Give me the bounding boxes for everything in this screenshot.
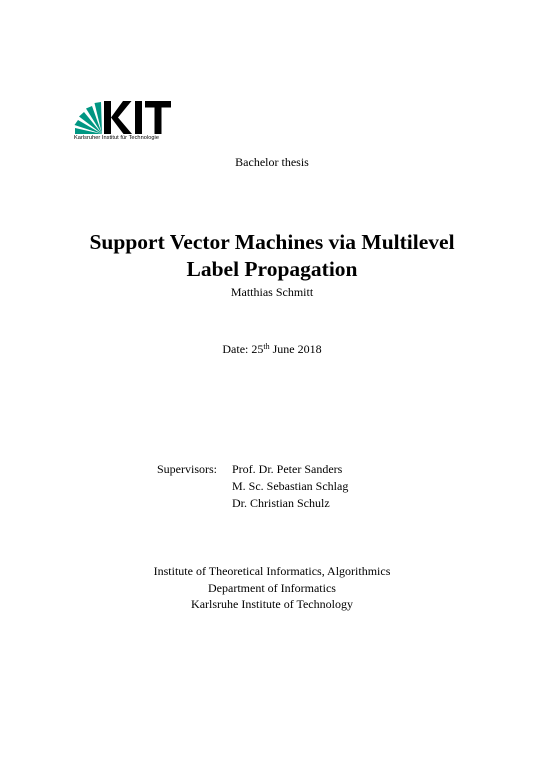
date-day-suffix: th <box>263 342 270 351</box>
institute-line: Institute of Theoretical Informatics, Algorithmics <box>153 564 391 578</box>
kit-logo <box>74 98 178 146</box>
supervisor-name: M. Sc. Sebastian Schlag <box>232 479 349 493</box>
institute-block <box>0 563 544 613</box>
thesis-title-line-1: Support Vector Machines via Multilevel <box>89 230 455 254</box>
institute-line: Karlsruhe Institute of Technology <box>191 597 353 611</box>
author-name: Matthias Schmitt <box>230 285 314 299</box>
submission-date <box>0 342 544 357</box>
kit-logo-tagline: Karlsruher Institut für Technologie <box>74 135 159 141</box>
supervisor-name: Dr. Christian Schulz <box>232 496 330 510</box>
supervisor-name: Prof. Dr. Peter Sanders <box>232 462 343 476</box>
document-type: Bachelor thesis <box>235 155 309 169</box>
date-month-year: June 2018 <box>272 342 322 356</box>
thesis-title-line-2: Label Propagation <box>186 257 358 281</box>
institute-line: Department of Informatics <box>208 580 336 595</box>
date-day: 25 <box>251 342 264 356</box>
thesis-title <box>0 229 544 283</box>
supervisors-label: Supervisors: <box>157 462 217 476</box>
supervisors-list <box>232 461 348 512</box>
date-label: Date: <box>222 342 249 356</box>
kit-logo-graphic <box>74 98 178 136</box>
